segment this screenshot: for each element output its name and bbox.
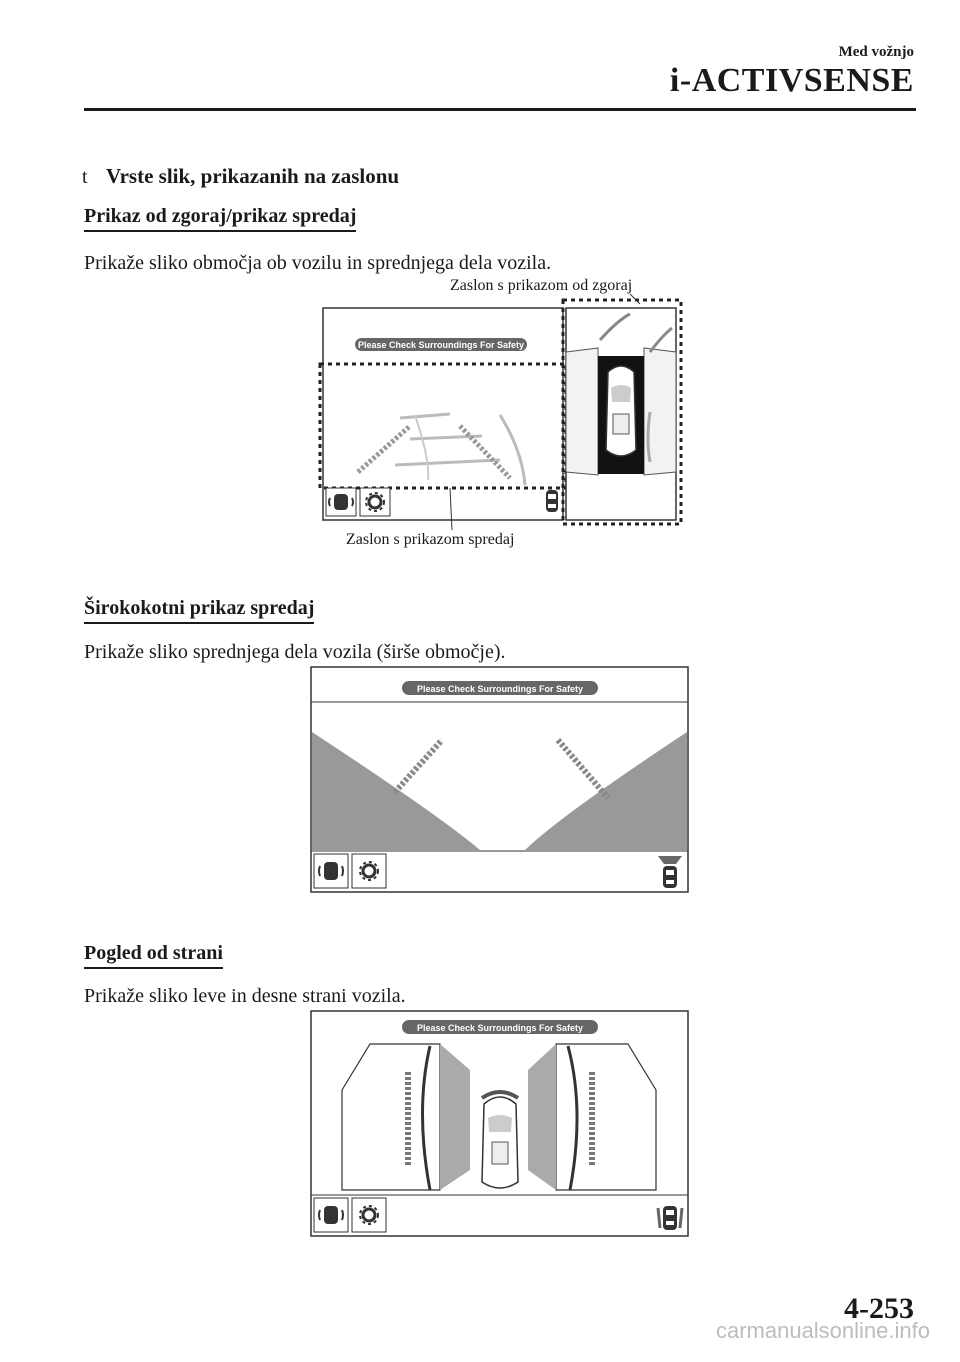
car-sensor-icon [546, 490, 558, 512]
callout-front-view: Zaslon s prikazom spredaj [346, 531, 515, 548]
bullet-icon: t [82, 166, 88, 188]
safety-banner-text: Please Check Surroundings For Safety [357, 340, 525, 350]
settings-button[interactable] [352, 854, 386, 888]
header-section: Med vožnjo [838, 44, 914, 60]
section-heading-title: Vrste slik, prikazanih na zaslonu [106, 164, 400, 188]
header-rule [84, 108, 916, 111]
block-2-text: Prikaže sliko sprednjega dela vozila (širše območje). [84, 641, 506, 663]
page-number: 4-253 [844, 1292, 914, 1325]
top-front-view-figure [300, 290, 700, 540]
top-view-left-area [566, 348, 598, 475]
block-1-text: Prikaže sliko območja ob vozilu in sprednjega dela vozila. [84, 252, 552, 274]
wide-front-view-figure [310, 666, 690, 894]
settings-button[interactable] [352, 1198, 386, 1232]
section-heading [82, 164, 399, 189]
side-view-car-icon [482, 1092, 518, 1188]
block-2-heading: Širokokotni prikaz spredaj [84, 597, 314, 624]
side-view-figure [310, 1010, 690, 1238]
block-3-heading: Pogled od strani [84, 942, 223, 969]
callout-top-view: Zaslon s prikazom od zgoraj [450, 277, 633, 294]
safety-banner-text: Please Check Surroundings For Safety [416, 684, 584, 694]
header-chapter: i-ACTIVSENSE [669, 62, 914, 99]
safety-banner-text: Please Check Surroundings For Safety [416, 1023, 584, 1033]
block-1-heading: Prikaz od zgoraj/prikaz spredaj [84, 205, 356, 232]
top-view-car-icon [606, 366, 636, 456]
block-3-text: Prikaže sliko leve in desne strani vozila. [84, 985, 406, 1007]
watermark: carmanualsonline.info [715, 1318, 930, 1343]
